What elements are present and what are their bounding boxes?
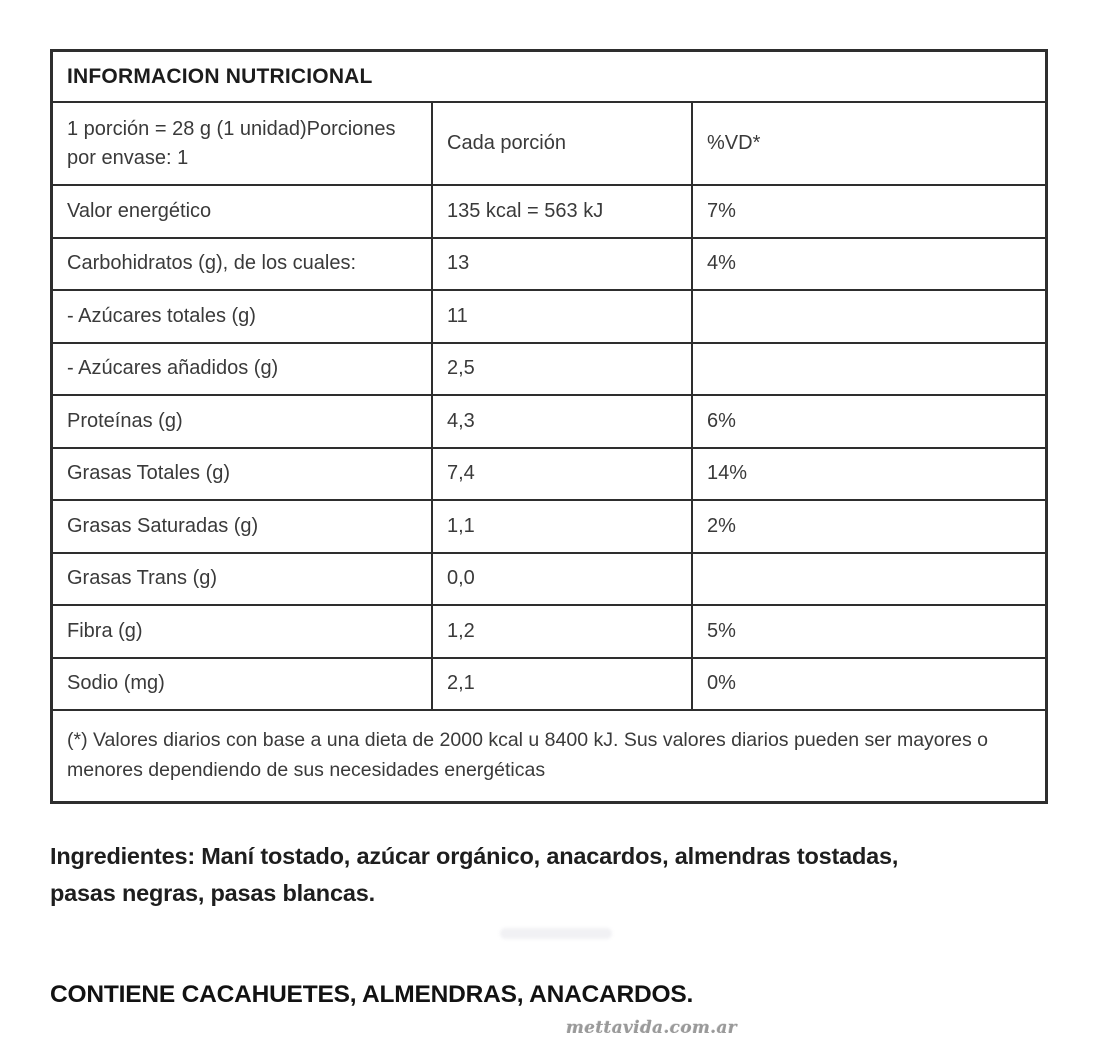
- per-serving-header-cell: Cada porción: [431, 103, 691, 184]
- nutrient-value: 0,0: [431, 554, 691, 605]
- nutrient-dv: [691, 291, 1045, 342]
- nutrient-dv: 14%: [691, 449, 1045, 500]
- table-row-saturated-fat: [53, 499, 1045, 552]
- table-row-energy: [53, 184, 1045, 237]
- nutrition-table: [50, 49, 1048, 804]
- nutrient-dv: [691, 554, 1045, 605]
- nutrient-label: Sodio (mg): [67, 672, 165, 695]
- table-title: INFORMACION NUTRICIONAL: [67, 64, 373, 88]
- serving-info-cell: 1 porción = 28 g (1 unidad)Porciones por envase: 1: [67, 117, 396, 169]
- table-header-row: [53, 101, 1045, 184]
- nutrient-label: Proteínas (g): [67, 409, 183, 432]
- nutrient-value: 2,1: [431, 659, 691, 710]
- nutrient-label: - Azúcares totales (g): [67, 304, 256, 327]
- ingredients-text: Ingredientes: Maní tostado, azúcar orgánico, anacardos, almendras tostadas, pasas negras, pasas blancas.: [50, 843, 899, 907]
- nutrient-dv: 7%: [691, 186, 1045, 237]
- nutrient-label: Grasas Saturadas (g): [67, 514, 259, 537]
- table-row-trans-fat: [53, 552, 1045, 605]
- table-row-sodium: [53, 657, 1045, 710]
- nutrient-label: Valor energético: [67, 199, 212, 222]
- nutrient-value: 1,1: [431, 501, 691, 552]
- nutrient-value: 2,5: [431, 344, 691, 395]
- nutrient-value: 135 kcal = 563 kJ: [431, 186, 691, 237]
- table-row-total-fat: [53, 447, 1045, 500]
- nutrient-label: Grasas Trans (g): [67, 567, 218, 590]
- nutrient-label: Grasas Totales (g): [67, 462, 231, 485]
- nutrient-value: 4,3: [431, 396, 691, 447]
- nutrient-dv: 0%: [691, 659, 1045, 710]
- nutrient-value: 7,4: [431, 449, 691, 500]
- decorative-smudge: [500, 928, 612, 939]
- nutrient-value: 11: [431, 291, 691, 342]
- nutrient-dv: 6%: [691, 396, 1045, 447]
- nutrient-value: 13: [431, 239, 691, 290]
- table-row-added-sugars: [53, 342, 1045, 395]
- nutrient-dv: [691, 344, 1045, 395]
- watermark: mettavida.com.ar: [566, 1018, 738, 1038]
- table-row-total-sugars: [53, 289, 1045, 342]
- nutrient-dv: 2%: [691, 501, 1045, 552]
- nutrient-label: Carbohidratos (g), de los cuales:: [67, 252, 357, 275]
- daily-value-footnote: (*) Valores diarios con base a una dieta de 2000 kcal u 8400 kJ. Sus valores diarios pueden ser mayores o menores dependiendo de sus necesidades energéticas: [53, 709, 1045, 801]
- nutrient-dv: 5%: [691, 606, 1045, 657]
- daily-value-header-cell: %VD*: [691, 103, 1045, 184]
- nutrient-label: - Azúcares añadidos (g): [67, 357, 279, 380]
- table-row-fiber: [53, 604, 1045, 657]
- table-row-carbohydrates: [53, 237, 1045, 290]
- table-row-protein: [53, 394, 1045, 447]
- allergen-statement: CONTIENE CACAHUETES, ALMENDRAS, ANACARDOS.: [50, 981, 694, 1008]
- nutrient-value: 1,2: [431, 606, 691, 657]
- nutrient-label: Fibra (g): [67, 619, 143, 642]
- nutrient-dv: 4%: [691, 239, 1045, 290]
